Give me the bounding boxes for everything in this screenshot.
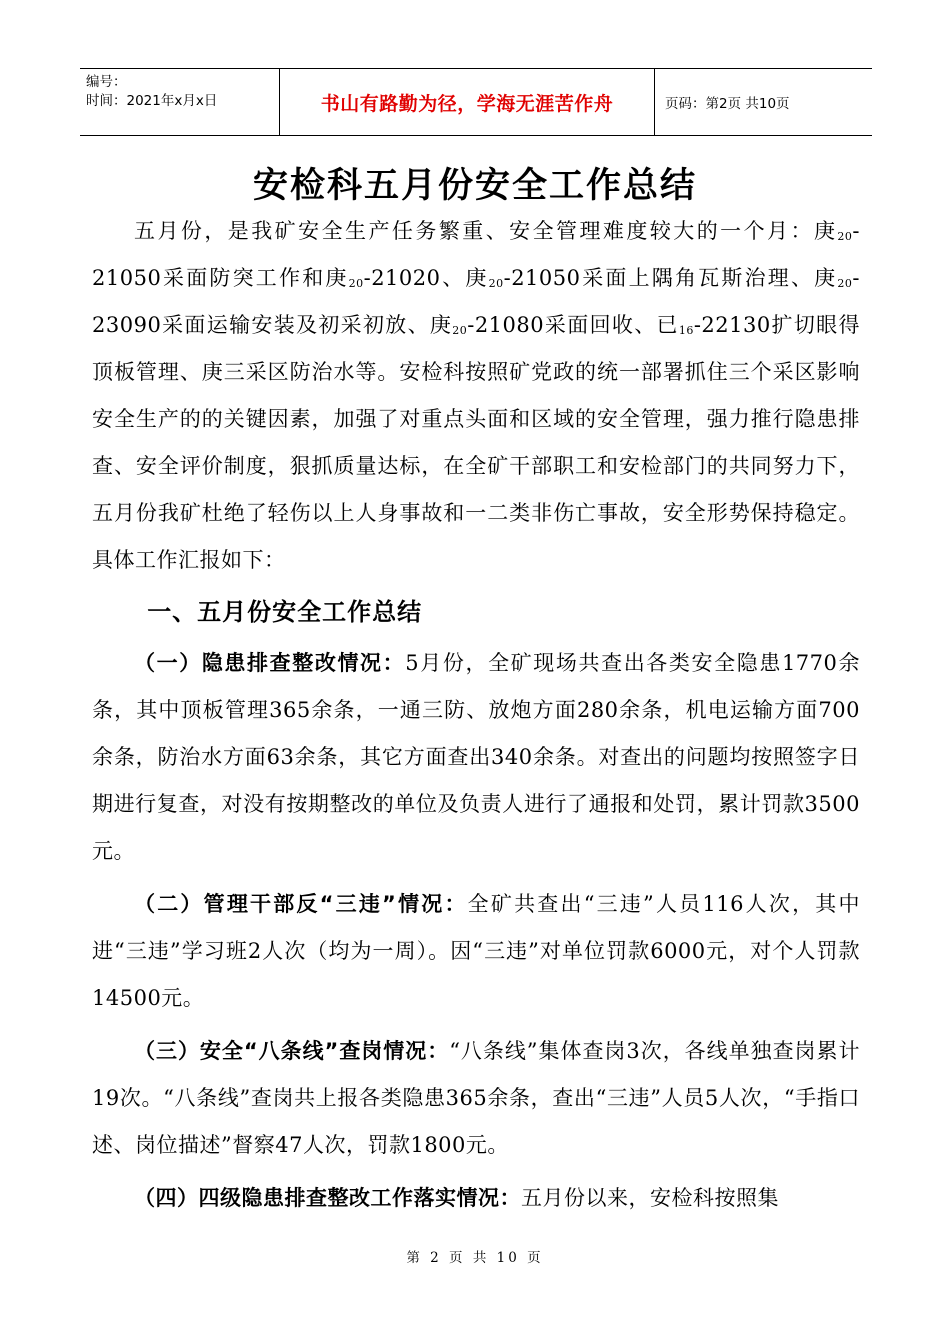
subscript: 20	[452, 324, 468, 337]
subscript: 20	[348, 277, 364, 290]
item-paragraph	[92, 881, 860, 1022]
intro-text: -23090采面运输安装及初采初放、庚	[92, 266, 860, 337]
item-paragraph	[92, 1175, 860, 1222]
intro-text: -21080采面回收、已	[467, 313, 679, 337]
subscript: 20	[837, 230, 853, 243]
subscript: 20	[837, 277, 853, 290]
intro-text: -22130扩切眼得顶板管理、庚三采区防治水等。安检科按照矿党政的统一部署抓住三个采区影响安全生产的的关键因素，加强了对重点头面和区域的安全管理，强力推行隐患排查、安全评价制度，狠抓质量达标，在全矿干部职工和安检部门的共同努力下，五月份我矿杜绝了轻伤以上人身事故和一二类非伤亡事故，安全形势保持稳定。具体工作汇报如下：	[92, 313, 860, 572]
page-footer: 第 2 页 共 10 页	[406, 1250, 544, 1266]
item-text: 五月份以来，安检科按照集	[521, 1186, 779, 1210]
header-page-info: 页码：第2页 共10页	[665, 96, 790, 112]
subscript: 20	[488, 277, 504, 290]
intro-text: -21020、庚	[363, 266, 489, 290]
item-text: 5月份，全矿现场共查出各类安全隐患1770余条，其中顶板管理365余条，一通三防、放炮方面280余条，机电运输方面700余条，防治水方面63余条，其它方面查出340余条。对查出的问题均按照签字日期进行复查，对没有按期整改的单位及负责人进行了通报和处罚，累计罚款3500元。	[92, 651, 860, 863]
item-lead: （一）隐患排查整改情况：	[134, 651, 406, 675]
document-body	[92, 208, 860, 1222]
document-date: 时间：2021年x月x日	[86, 93, 218, 109]
section-heading: 一、五月份安全工作总结	[147, 598, 423, 626]
item-lead: （四）四级隐患排查整改工作落实情况：	[134, 1186, 521, 1210]
header-motto: 书山有路勤为径，学海无涯苦作舟	[280, 69, 655, 135]
item-lead: （三）安全“八条线”查岗情况：	[134, 1039, 450, 1063]
intro-text: 五月份，是我矿安全生产任务繁重、安全管理难度较大的一个月：庚	[134, 219, 838, 243]
intro-text: -21050采面上隅角瓦斯治理、庚	[503, 266, 838, 290]
item-paragraph	[92, 640, 860, 875]
document-title: 安检科五月份安全工作总结	[252, 166, 697, 206]
intro-text: -21050采面防突工作和庚	[92, 219, 860, 290]
item-paragraph	[92, 1028, 860, 1169]
document-number: 编号：	[86, 74, 127, 90]
item-lead: （二）管理干部反“三违”情况：	[134, 892, 468, 916]
item-text: “八条线”集体查岗3次，各线单独查岗累计19次。“八条线”查岗共上报各类隐患365余条，查出“三违”人员5人次，“手指口述、岗位描述”督察47人次，罚款1800元。	[92, 1039, 860, 1157]
subscript: 16	[678, 324, 694, 337]
page-header	[80, 68, 872, 136]
intro-paragraph	[92, 208, 860, 584]
item-text: 全矿共查出“三违”人员116人次，其中进“三违”学习班2人次（均为一周）。因“三违”对单位罚款6000元，对个人罚款14500元。	[92, 892, 860, 1010]
header-meta	[80, 69, 280, 135]
